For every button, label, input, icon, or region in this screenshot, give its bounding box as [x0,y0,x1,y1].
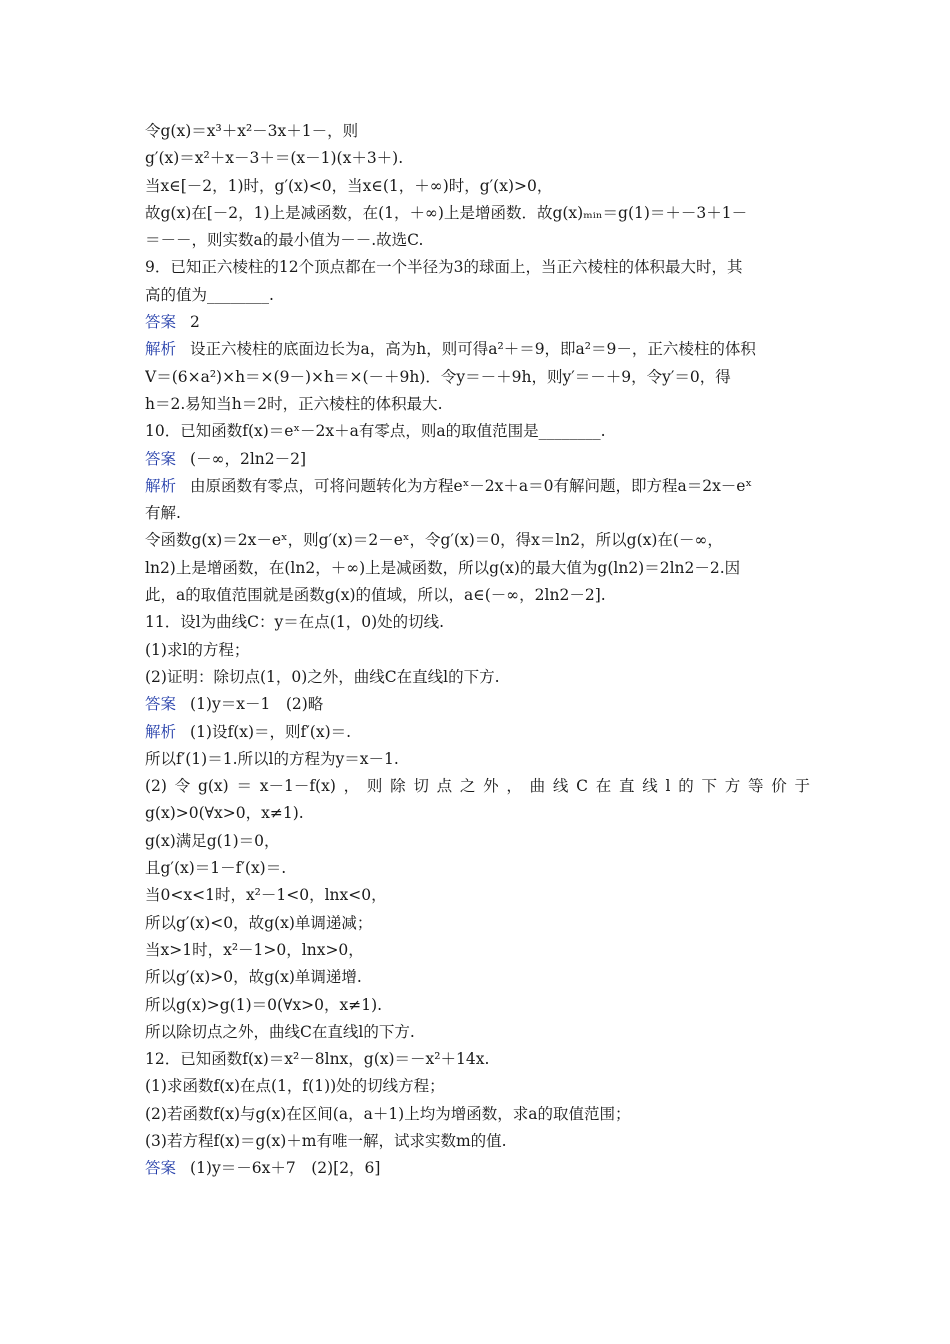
answer-10 [145,446,810,473]
analysis-10-line-4 [145,555,810,582]
question-11-part-2 [145,664,810,691]
line-text: 有解. [145,504,181,523]
line-text: (－∞，2ln2－2] [190,449,307,468]
analysis-11-line-10 [145,964,810,991]
line-text: ＝－－，则实数a的最小值为－－.故选C. [145,231,424,250]
line-text: 令函数g(x)＝2x－eˣ，则g′(x)＝2－eˣ，令g′(x)＝0，得x＝ln2，所以g(x)在(－∞， [145,531,723,550]
line-text: 由原函数有零点，可将问题转化为方程eˣ－2x＋a＝0有解问题，即方程a＝2x－eˣ [190,476,753,495]
line-text: g(x)>0(∀x>0，x≠1). [145,804,304,823]
answer-9 [145,309,810,336]
analysis-label: 解析 [145,722,177,741]
analysis-11-line-9 [145,937,810,964]
analysis-11-line-4 [145,800,810,827]
answer-11 [145,691,810,718]
analysis-label: 解析 [145,340,177,359]
line-text: 11．设l为曲线C：y＝在点(1，0)处的切线. [145,613,445,632]
line-text: (1)y＝x－1 (2)略 [190,695,324,714]
line-text: 设正六棱柱的底面边长为a，高为h，则可得a²＋＝9，即a²＝9－，正六棱柱的体积 [190,340,756,359]
analysis-10-line-3 [145,527,810,554]
text-line-3 [145,173,810,200]
answer-label: 答案 [145,449,177,468]
question-11 [145,609,810,636]
line-text: 12．已知函数f(x)＝x²－8lnx，g(x)＝－x²＋14x. [145,1050,490,1069]
analysis-11-line-5 [145,828,810,855]
analysis-11-line-7 [145,882,810,909]
document-page [145,118,810,1183]
line-text: 所以f′(1)＝1.所以l的方程为y＝x－1. [145,749,399,768]
analysis-11-line-2 [145,746,810,773]
line-text: 当0<x<1时，x²－1<0，lnx<0， [145,886,387,905]
line-text: 2 [190,313,200,332]
line-text: (2)若函数f(x)与g(x)在区间(a，a＋1)上均为增函数，求a的取值范围； [145,1104,631,1123]
line-text: h＝2.易知当h＝2时，正六棱柱的体积最大. [145,394,443,413]
line-text: (1)求l的方程； [145,640,250,659]
analysis-11-line-11 [145,992,810,1019]
line-text: 所以g(x)>g(1)＝0(∀x>0，x≠1). [145,995,383,1014]
line-text: (2)证明：除切点(1，0)之外，曲线C在直线l的下方. [145,667,500,686]
line-text: ln2)上是增函数，在(ln2，＋∞)上是减函数，所以g(x)的最大值为g(ln2)＝2ln2－2.因 [145,558,741,577]
line-text: V＝(6×a²)×h＝×(9－)×h＝×(－＋9h)．令y＝－＋9h，则y′＝－＋9，令y′＝0，得 [145,367,731,386]
line-text: g′(x)＝x²＋x－3＋＝(x－1)(x＋3＋). [145,149,404,168]
analysis-11-line-6 [145,855,810,882]
line-text: 10．已知函数f(x)＝eˣ－2x＋a有零点，则a的取值范围是________. [145,422,606,441]
line-text: 且g′(x)＝1－f′(x)＝. [145,859,287,878]
answer-12 [145,1155,810,1182]
line-text: (1)y＝－6x＋7 (2)[2，6] [190,1159,381,1178]
line-text: 所以g′(x)<0，故g(x)单调递减； [145,913,373,932]
text-line-1 [145,118,810,145]
analysis-10-line-5 [145,582,810,609]
line-text: 故g(x)在[－2，1)上是减函数，在(1，＋∞)上是增函数．故g(x)ₘᵢₙ＝g(1)＝＋－3＋1－ [145,203,748,222]
analysis-10-line-1 [145,473,810,500]
analysis-11-line-12 [145,1019,810,1046]
question-10 [145,418,810,445]
analysis-11-line-1 [145,719,810,746]
question-12-part-3 [145,1128,810,1155]
text-line-2 [145,145,810,172]
analysis-11-line-3 [145,773,810,800]
question-9-line-2 [145,282,810,309]
line-text: 所以除切点之外，曲线C在直线l的下方. [145,1022,415,1041]
line-text: 9．已知正六棱柱的12个顶点都在一个半径为3的球面上，当正六棱柱的体积最大时，其 [145,258,743,277]
answer-label: 答案 [145,313,177,332]
line-text: 高的值为________. [145,285,274,304]
analysis-11-line-8 [145,910,810,937]
question-12-part-1 [145,1073,810,1100]
analysis-label: 解析 [145,476,177,495]
analysis-9-line-2 [145,364,810,391]
line-text: 当x∈[－2，1)时，g′(x)<0，当x∈(1，＋∞)时，g′(x)>0， [145,176,553,195]
line-text: g(x)满足g(1)＝0， [145,831,280,850]
question-11-part-1 [145,637,810,664]
analysis-9-line-1 [145,336,810,363]
line-text: 令g(x)＝x³＋x²－3x＋1－，则 [145,122,359,140]
line-text: (2)令g(x)＝x－1－f(x)，则除切点之外，曲线C在直线l的下方等价于 [145,777,810,796]
question-12 [145,1046,810,1073]
line-text: (3)若方程f(x)＝g(x)＋m有唯一解，试求实数m的值. [145,1131,507,1150]
analysis-10-line-2 [145,500,810,527]
line-text: (1)求函数f(x)在点(1，f(1))处的切线方程； [145,1077,445,1096]
text-line-5 [145,227,810,254]
answer-label: 答案 [145,695,177,714]
answer-label: 答案 [145,1159,177,1178]
question-9-line-1 [145,254,810,281]
question-12-part-2 [145,1101,810,1128]
line-text: 所以g′(x)>0，故g(x)单调递增. [145,968,362,987]
text-line-4 [145,200,810,227]
analysis-9-line-3 [145,391,810,418]
line-text: 此，a的取值范围就是函数g(x)的值域，所以，a∈(－∞，2ln2－2]. [145,586,606,605]
line-text: (1)设f(x)＝，则f′(x)＝. [190,722,352,741]
line-text: 当x>1时，x²－1>0，lnx>0， [145,940,364,959]
